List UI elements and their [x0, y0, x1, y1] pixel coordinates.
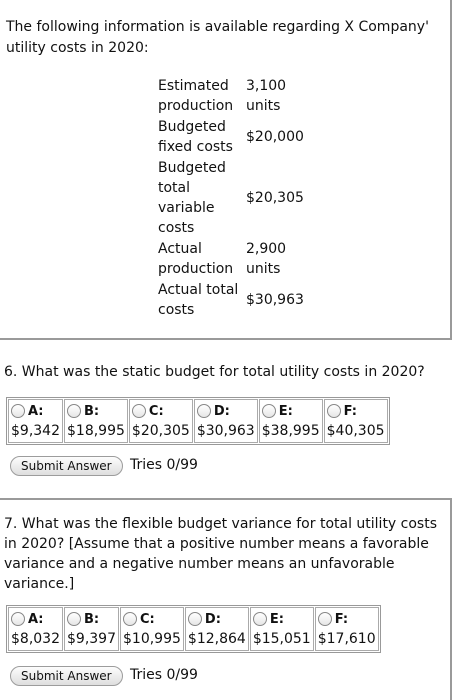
choice-e[interactable]: [259, 399, 323, 443]
radio-button-icon[interactable]: [67, 404, 81, 418]
info-label: Budgeted total variable costs: [158, 160, 226, 236]
radio-button-icon[interactable]: [67, 612, 81, 626]
submit-answer-button[interactable]: Submit Answer: [10, 456, 123, 476]
choice-letter: A:: [28, 611, 44, 627]
radio-button-icon[interactable]: [11, 404, 25, 418]
choice-c[interactable]: [129, 399, 193, 443]
choice-d[interactable]: [194, 399, 258, 443]
info-row: [156, 76, 306, 116]
tries-counter: Tries 0/99: [130, 457, 198, 473]
choice-b[interactable]: [64, 399, 128, 443]
intro-text: The following information is available regarding X Company' utility costs in 2020:: [6, 19, 429, 56]
choice-d[interactable]: [185, 607, 249, 651]
info-value: $20,305: [246, 190, 304, 206]
choice-letter: E:: [269, 611, 284, 627]
choice-letter: B:: [84, 611, 100, 627]
info-value: $20,000: [246, 129, 304, 145]
choice-e[interactable]: [250, 607, 314, 651]
choice-f[interactable]: [315, 607, 379, 651]
choice-amount: $8,032: [11, 631, 60, 647]
radio-button-icon[interactable]: [197, 404, 211, 418]
choice-c[interactable]: [120, 607, 184, 651]
radio-button-icon[interactable]: [318, 612, 332, 626]
radio-button-icon[interactable]: [262, 404, 276, 418]
radio-button-icon[interactable]: [132, 404, 146, 418]
radio-button-icon[interactable]: [123, 612, 137, 626]
choice-letter: C:: [140, 611, 155, 627]
choice-letter: B:: [84, 403, 100, 419]
choice-letter: C:: [148, 403, 164, 419]
choice-amount: $9,342: [11, 423, 60, 439]
question-6-text: 6. What was the static budget for total utility costs in 2020?: [4, 364, 425, 380]
choice-letter: D:: [204, 611, 221, 627]
info-value: 3,100 units: [246, 78, 287, 114]
choice-amount: $30,963: [196, 423, 255, 439]
info-row: [156, 238, 306, 279]
choice-amount: $12,864: [187, 631, 246, 647]
info-row: [156, 157, 306, 238]
info-value: 2,900 units: [246, 241, 287, 277]
tries-counter: Tries 0/99: [130, 667, 198, 683]
info-row: [156, 279, 306, 320]
choice-letter: A:: [28, 403, 44, 419]
choice-letter: F:: [334, 611, 349, 627]
radio-button-icon[interactable]: [327, 404, 341, 418]
radio-button-icon[interactable]: [188, 612, 202, 626]
choice-amount: $40,305: [326, 423, 385, 439]
choice-letter: F:: [343, 403, 357, 419]
info-label: Actual production: [158, 241, 234, 277]
choice-amount: $9,397: [67, 631, 116, 647]
choice-f[interactable]: [324, 399, 388, 443]
choice-a[interactable]: [8, 607, 63, 651]
question-7-choices: [6, 605, 381, 653]
radio-button-icon[interactable]: [253, 612, 267, 626]
choice-amount: $15,051: [252, 631, 311, 647]
question-7-text: 7. What was the flexible budget variance for total utility costs in 2020? [Assume that a positive number means a favorable variance and a negative number means an unfavorable variance.]: [4, 516, 438, 592]
choice-amount: $38,995: [261, 423, 320, 439]
info-label: Budgeted fixed costs: [158, 119, 233, 155]
choice-amount: $17,610: [317, 631, 376, 647]
info-table: [156, 76, 306, 320]
choice-amount: $10,995: [123, 631, 181, 647]
info-label: Actual total costs: [158, 282, 239, 318]
choice-letter: E:: [278, 403, 293, 419]
choice-letter: D:: [213, 403, 230, 419]
choice-amount: $18,995: [67, 423, 125, 439]
choice-amount: $20,305: [131, 423, 190, 439]
choice-b[interactable]: [64, 607, 119, 651]
submit-answer-button[interactable]: Submit Answer: [10, 666, 123, 686]
info-value: $30,963: [246, 292, 304, 308]
info-row: [156, 116, 306, 157]
choice-a[interactable]: [8, 399, 63, 443]
question-6-choices: [6, 397, 390, 445]
radio-button-icon[interactable]: [11, 612, 25, 626]
info-label: Estimated production: [158, 78, 234, 114]
